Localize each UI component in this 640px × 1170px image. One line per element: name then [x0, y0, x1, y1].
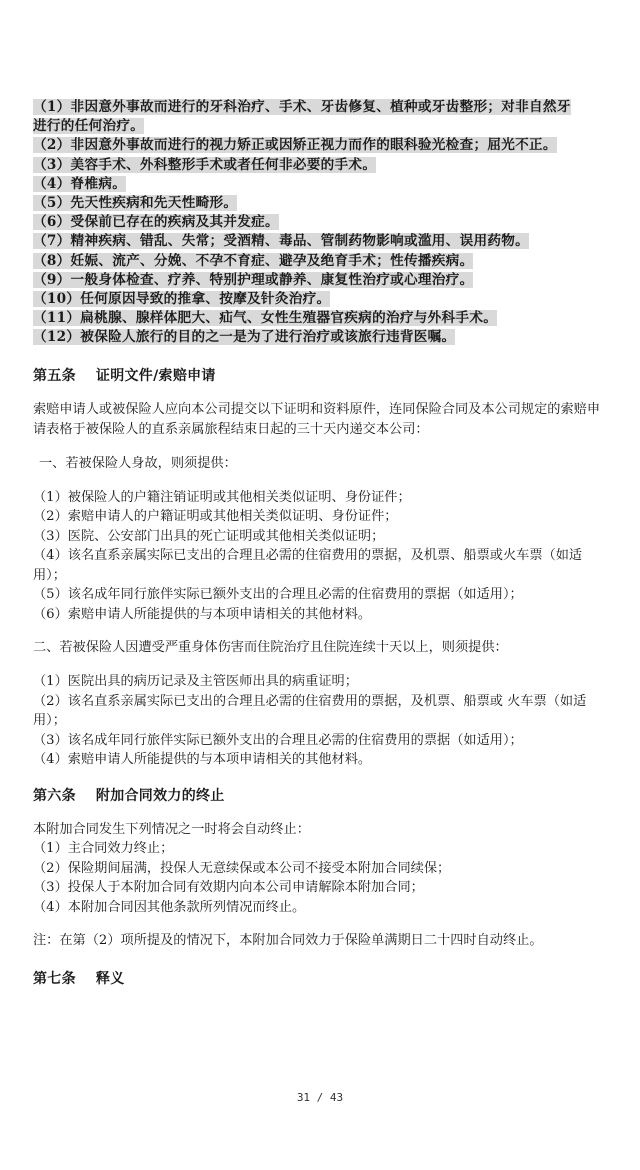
death-case-item: （6）索赔申请人所能提供的与本项申请相关的其他材料。	[33, 606, 372, 622]
article-5-number: 第五条	[33, 367, 76, 384]
hospital-case-item: （2）该名直系亲属实际已支出的合理且必需的住宿费用的票据，及机票、船票或 火车票（如适用）；	[33, 693, 587, 729]
exclusions-list	[33, 98, 613, 348]
death-case-item: （4）该名直系亲属实际已支出的合理且必需的住宿费用的票据，及机票、船票或火车票（如适用）；	[33, 548, 583, 583]
termination-item: （1）主合同效力终止；	[33, 841, 174, 857]
termination-item: （4）本附加合同因其他条款所列情况而终止。	[33, 899, 306, 915]
termination-list	[33, 820, 613, 918]
exclusion-item-4: （4）脊椎病。	[33, 175, 127, 192]
exclusion-item-1-cont: 进行的任何治疗。	[33, 118, 145, 135]
hospital-case-list	[33, 672, 613, 770]
exclusion-item-3: （3）美容手术、外科整形手术或者任何非必要的手术。	[33, 156, 377, 173]
article-6-number: 第六条	[33, 787, 76, 804]
termination-item: （3）投保人于本附加合同有效期内向本公司申请解除本附加合同；	[33, 880, 424, 896]
death-case-item: （3）医院、公安部门出具的死亡证明或其他相关类似证明；	[33, 528, 385, 544]
article-5-intro: 索赔申请人或被保险人应向本公司提交以下证明和资料原件，连同保险合同及本公司规定的索赔申请表格于被保险人的直系亲属旅程结束日起的三十天内递交本公司：	[33, 401, 601, 437]
article-7-heading	[33, 969, 613, 989]
page-number: 31 / 43	[296, 1091, 344, 1104]
exclusion-item-10: （10）任何原因导致的推拿、按摩及针灸治疗。	[33, 291, 331, 308]
exclusion-item-5: （5）先天性疾病和先天性畸形。	[33, 195, 238, 212]
article-7-title: 释义	[95, 971, 125, 988]
exclusion-item-8: （8）妊娠、流产、分娩、不孕不育症、避孕及绝育手术；性传播疾病。	[33, 252, 474, 269]
death-case-title: 一、若被保险人身故，则须提供：	[39, 455, 237, 471]
article-5-heading	[33, 366, 613, 386]
exclusion-item-11: （11）扁桃腺、腺样体肥大、疝气、女性生殖器官疾病的治疗与外科手术。	[33, 310, 498, 327]
termination-note: 注：在第（2）项所提及的情况下，本附加合同效力于保险单满期日二十四时自动终止。	[33, 933, 543, 949]
death-case-item: （2）索赔申请人的户籍证明或其他相关类似证明、身份证件；	[33, 509, 398, 525]
page-content	[33, 98, 613, 989]
hospital-case-item: （1）医院出具的病历记录及主管医师出具的病重证明；	[33, 674, 358, 690]
termination-item: （2）保险期间届满，投保人无意续保或本公司不接受本附加合同续保；	[33, 860, 451, 876]
exclusion-item-6: （6）受保前已存在的疾病及其并发症。	[33, 214, 279, 231]
exclusion-item-2: （2）非因意外事故而进行的视力矫正或因矫正视力而作的眼科验光检查；屈光不正。	[33, 137, 557, 154]
article-6-title: 附加合同效力的终止	[95, 787, 225, 804]
exclusion-item-12: （12）被保险人旅行的目的之一是为了进行治疗或该旅行违背医嘱。	[33, 329, 456, 346]
article-5-title: 证明文件/索赔申请	[95, 367, 216, 384]
death-case-item: （5）该名成年同行旅伴实际已额外支出的合理且必需的住宿费用的票据（如适用）；	[33, 587, 523, 603]
exclusion-item-7: （7）精神疾病、错乱、失常；受酒精、毒品、管制药物影响或滥用、误用药物。	[33, 233, 530, 250]
hospital-case-title: 二、若被保险人因遭受严重身体伤害而住院治疗且住院连续十天以上，则须提供：	[33, 640, 508, 656]
exclusion-item-9: （9）一般身体检查、疗养、特别护理或静养、康复性治疗或心理治疗。	[33, 271, 474, 288]
termination-intro: 本附加合同发生下列情况之一时将会自动终止：	[33, 821, 310, 837]
article-6-heading	[33, 786, 613, 806]
hospital-case-item: （3）该名成年同行旅伴实际已额外支出的合理且必需的住宿费用的票据（如适用）；	[33, 732, 523, 748]
death-case-list	[33, 488, 613, 625]
death-case-item: （1）被保险人的户籍注销证明或其他相关类似证明、身份证件；	[33, 489, 411, 505]
article-7-number: 第七条	[33, 971, 76, 988]
hospital-case-item: （4）索赔申请人所能提供的与本项申请相关的其他材料。	[33, 752, 372, 768]
exclusion-item-1: （1）非因意外事故而进行的牙科治疗、手术、牙齿修复、植种或牙齿整形；对非自然牙	[33, 99, 571, 115]
